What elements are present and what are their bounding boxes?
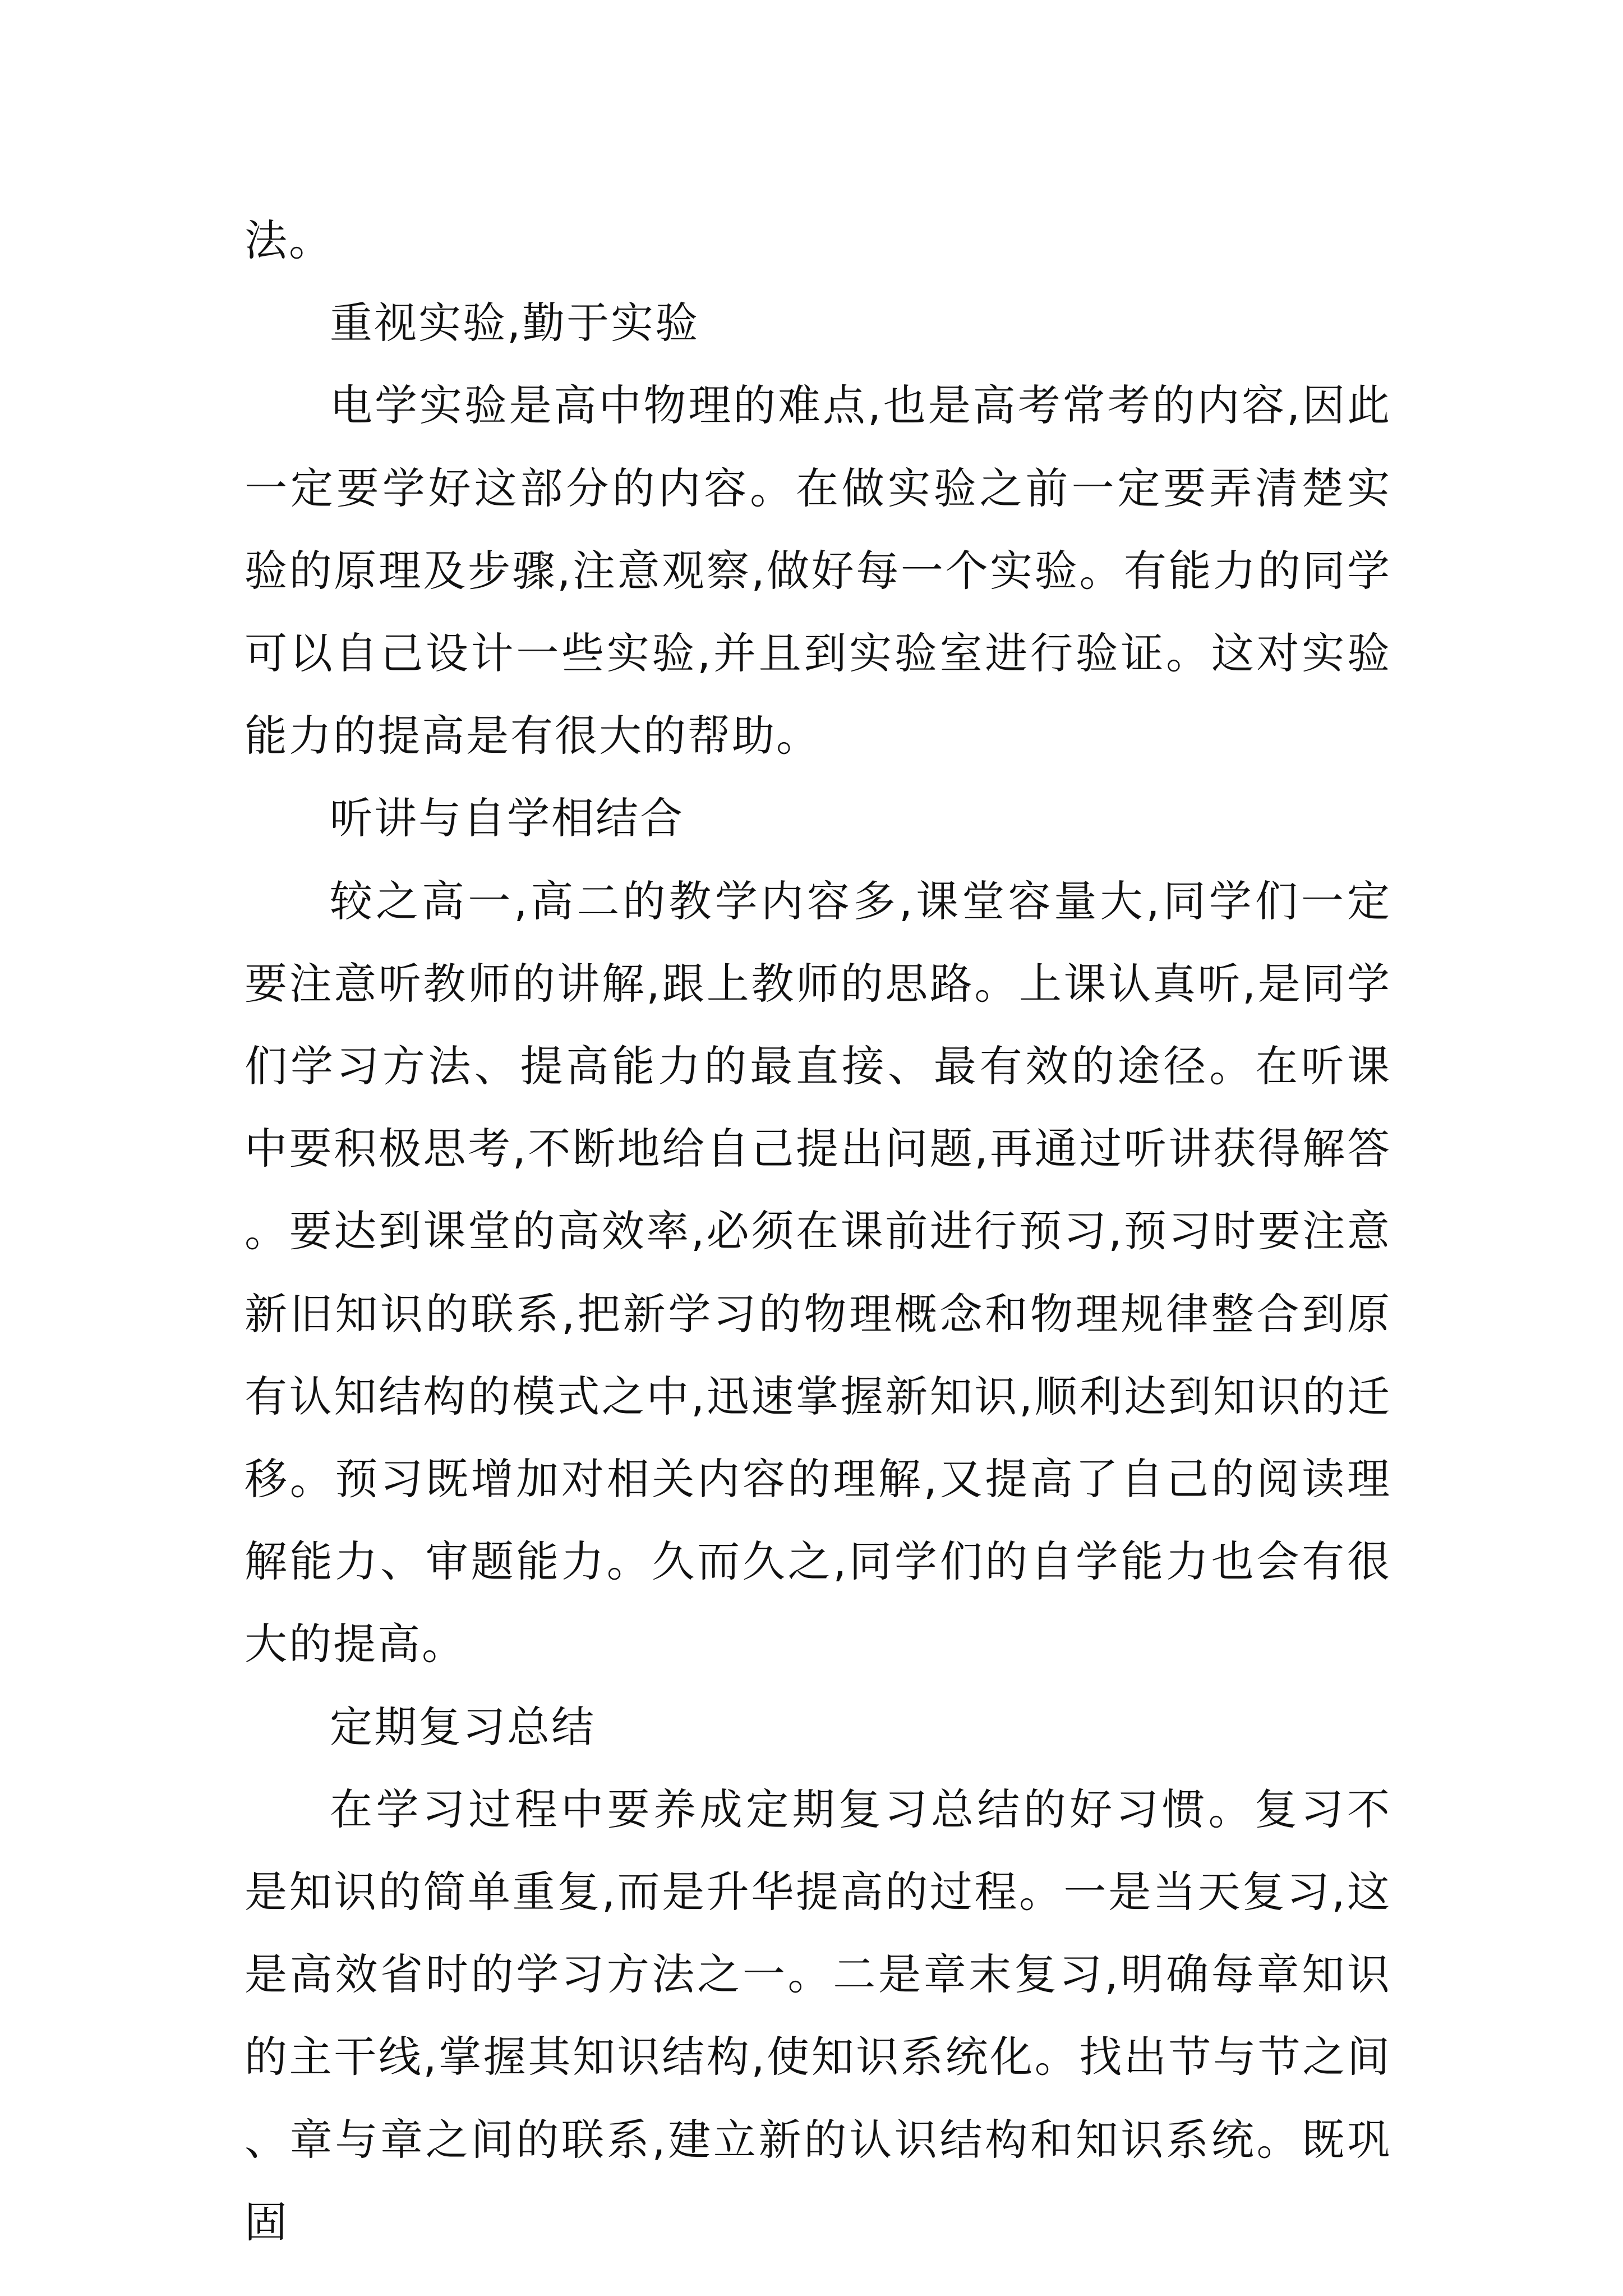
paragraph-continuation: 法。 (245, 215, 333, 265)
heading-experiments: 重视实验,勤于实验 (330, 298, 700, 348)
document-body (245, 199, 1391, 2263)
paragraph-review-summary: 在学习过程中要养成定期复习总结的好习惯。复习不是知识的简单重复,而是升华提高的过程。一是当天复习,这是高效省时的学习方法之一。二是章末复习,明确每章知识的主干线,掌握其知识结构,使知识系统化。找出节与节之间、章与章之间的联系,建立新的认识结构和知识系统。既巩固 (245, 1784, 1391, 2247)
paragraph-experiments: 电学实验是高中物理的难点,也是高考常考的内容,因此一定要学好这部分的内容。在做实验之前一定要弄清楚实验的原理及步骤,注意观察,做好每一个实验。有能力的同学可以自己设计一些实验,并且到实验室进行验证。这对实验能力的提高是有很大的帮助。 (245, 380, 1391, 761)
paragraph-listening-self-study: 较之高一,高二的教学内容多,课堂容量大,同学们一定要注意听教师的讲解,跟上教师的思路。上课认真听,是同学们学习方法、提高能力的最直接、最有效的途径。在听课中要积极思考,不断地给自己提出问题,再通过听讲获得解答。要达到课堂的高效率,必须在课前进行预习,预习时要注意新旧知识的联系,把新学习的物理概念和物理规律整合到原有认知结构的模式之中,迅速掌握新知识,顺利达到知识的迁移。预习既增加对相关内容的理解,又提高了自己的阅读理解能力、审题能力。久而久之,同学们的自学能力也会有很大的提高。 (245, 876, 1391, 1669)
heading-review-summary: 定期复习总结 (330, 1701, 596, 1752)
heading-listening-self-study: 听讲与自学相结合 (330, 793, 684, 844)
